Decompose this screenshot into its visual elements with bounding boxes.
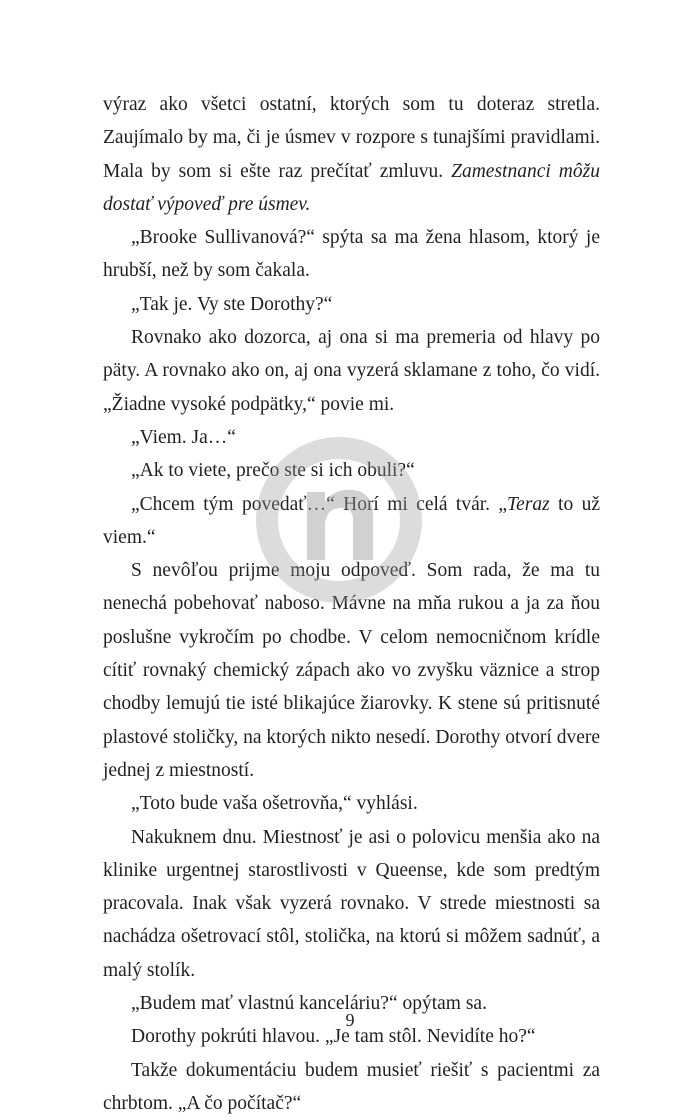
text-run: „Budem mať vlastnú kanceláriu?“ opýtam sa. [131,993,487,1015]
text-run: Rovnako ako dozorca, aj ona si ma premeria od hlavy po päty. A rovnako ako on, aj ona vyzerá sklamane z toho, čo vidí. „Žiadne vysoké podpätky,“ povie mi. [103,327,600,415]
text-run: Nakuknem dnu. Miestnosť je asi o polovicu menšia ako na klinike urgentnej starostlivosti v Queense, kde som predtým pracovala. Inak však vyzerá rovnako. V strede miestnosti sa nachádza ošetrovací stôl, stolička, na ktorú si môžem sadnúť, a malý stolík. [103,826,600,981]
text-run: „Chcem tým povedať…“ Horí mi celá tvár. „ [131,493,508,515]
text-run: „Viem. Ja…“ [131,426,236,448]
paragraph [103,421,600,454]
text-run: to už viem.“ [103,493,600,548]
text-run: „Toto bude vaša ošetrovňa,“ vyhlási. [131,793,418,815]
paragraph [103,221,600,288]
paragraph [103,1054,600,1120]
text-run: Takže dokumentáciu budem musieť riešiť s pacientmi za chrbtom. „A čo počítač?“ [103,1059,600,1114]
page-number: 9 [345,1010,355,1030]
text-run: S nevôľou prijme moju odpoveď. Som rada, že ma tu nenechá pobehovať naboso. Mávne na mňa rukou a ja za ňou poslušne vykročím po chodbe. V celom nemocničnom krídle cítiť rovnaký chemický zápach ako vo zvyšku väznice a strop chodby lemujú tie isté blikajúce žiarovky. K stene sú pritisnuté plastové stoličky, na ktorých nikto nesedí. Dorothy otvorí dvere jednej z miestností. [103,560,600,781]
text-run: „Tak je. Vy ste Dorothy?“ [131,293,333,315]
body-text [103,88,600,1120]
paragraph [103,88,600,221]
text-run: „Brooke Sullivanová?“ spýta sa ma žena hlasom, ktorý je hrubší, než by som čakala. [103,227,600,282]
paragraph [103,787,600,820]
paragraph [103,821,600,987]
paragraph [103,554,600,787]
italic-text: Teraz [507,493,550,515]
text-run: výraz ako všetci ostatní, ktorých som tu doteraz stretla. Zaujímalo by ma, či je úsmev v rozpore s tunajšími pravidlami. Mala by som si ešte raz prečítať zmluvu. [103,94,600,182]
paragraph [103,488,600,555]
text-run: „Ak to viete, prečo ste si ich obuli?“ [131,460,415,482]
italic-text: Zamestnanci môžu dostať výpoveď pre úsmev. [103,160,600,215]
paragraph [103,454,600,487]
paragraph [103,288,600,321]
paragraph [103,321,600,421]
text-run: Dorothy pokrúti hlavou. „Je tam stôl. Nevidíte ho?“ [131,1026,536,1048]
